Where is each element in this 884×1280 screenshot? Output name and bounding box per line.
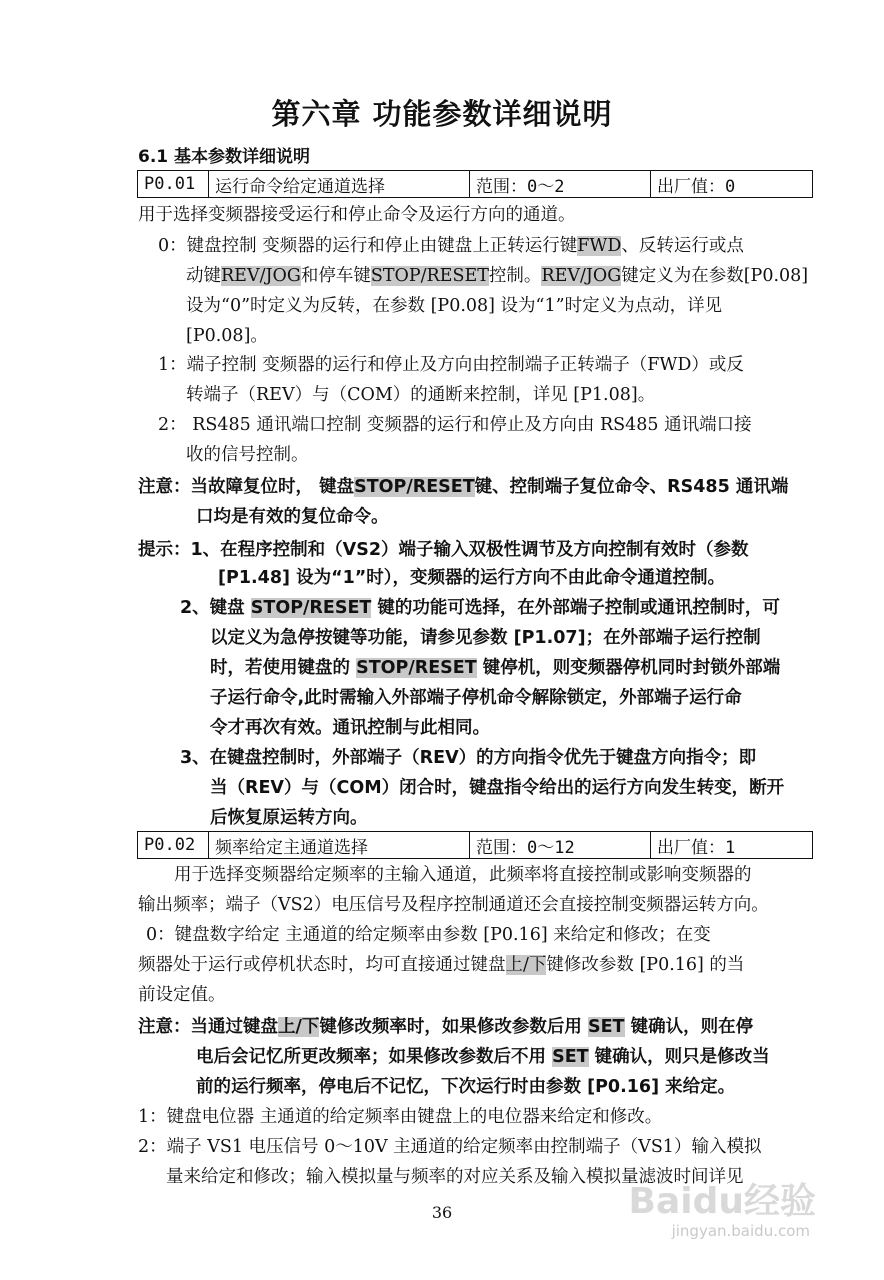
param-name: 运行命令给定通道选择 — [209, 171, 470, 198]
p2opt1-line: 1：键盘电位器 主通道的给定频率由键盘上的电位器来给定和修改。 — [138, 1107, 663, 1127]
param-default: 出厂值：1 — [651, 832, 813, 859]
param-range: 范围：0～12 — [470, 832, 651, 859]
tip1-line1: 提示：1、在程序控制和（VS2）端子输入双极性调节及方向控制有效时（参数 — [138, 540, 749, 560]
param-code: P0.02 — [138, 832, 209, 859]
opt2-line2: 收的信号控制。 — [186, 445, 309, 465]
opt2-line1: 2： RS485 通讯端口控制 变频器的运行和停止及方向由 RS485 通讯端口接 — [158, 415, 752, 435]
param-code: P0.01 — [138, 171, 209, 198]
opt0-line3: 设为“0”时定义为反转，在参数 [P0.08] 设为“1”时定义为点动，详见 — [186, 296, 723, 316]
opt1-line1: 1：端子控制 变频器的运行和停止及方向由控制端子正转端子（FWD）或反 — [158, 355, 744, 375]
opt0-line2: 动键REV/JOG和停车键STOP/RESET控制。REV/JOG键定义为在参数[P0.08] — [186, 266, 809, 286]
note1-line2: 口均是有效的复位命令。 — [196, 507, 389, 527]
tip2-line5: 令才再次有效。通讯控制与此相同。 — [210, 718, 490, 738]
opt0-line1: 0：键盘控制 变频器的运行和停止由键盘上正转运行键FWD、反转运行或点 — [158, 236, 744, 256]
baidu-watermark-url: jingyan.baidu.com — [671, 1222, 810, 1240]
p2opt2-line2: 量来给定和修改；输入模拟量与频率的对应关系及输入模拟量滤波时间详见 — [166, 1167, 744, 1187]
param-name: 频率给定主通道选择 — [209, 832, 470, 859]
p2opt2-line1: 2：端子 VS1 电压信号 0～10V 主通道的给定频率由控制端子（VS1）输入模拟 — [138, 1137, 762, 1157]
tip3-line3: 后恢复原运转方向。 — [210, 808, 368, 828]
baidu-watermark-logo: Baidu经验 — [628, 1181, 816, 1222]
p1-intro: 用于选择变频器接受运行和停止命令及运行方向的通道。 — [138, 205, 576, 225]
chapter-title: 第六章 功能参数详细说明 — [271, 97, 613, 131]
param-range: 范围：0～2 — [470, 171, 651, 198]
note1-line1: 注意：当故障复位时， 键盘STOP/RESET键、控制端子复位命令、RS485 通讯端 — [138, 477, 789, 497]
opt0-line4: [P0.08]。 — [186, 326, 268, 346]
tip2-line3: 时，若使用键盘的 STOP/RESET 键停机，则变频器停机同时封锁外部端 — [210, 658, 781, 678]
p2opt0-line3: 前设定值。 — [138, 985, 226, 1005]
p2opt0-line1: 0：键盘数字给定 主通道的给定频率由参数 [P0.16] 来给定和修改；在变 — [146, 925, 711, 945]
opt1-line2: 转端子（REV）与（COM）的通断来控制，详见 [P1.08]。 — [186, 385, 656, 405]
tip2-line4: 子运行命令,此时需输入外部端子停机命令解除锁定，外部端子运行命 — [210, 688, 742, 708]
tip1-line2: [P1.48] 设为“1”时），变频器的运行方向不由此命令通道控制。 — [218, 568, 726, 588]
tip3-line1: 3、在键盘控制时，外部端子（REV）的方向指令优先于键盘方向指令；即 — [180, 748, 757, 768]
p2-intro-line1: 用于选择变频器给定频率的主输入通道，此频率将直接控制或影响变频器的 — [174, 865, 752, 885]
p2-intro-line2: 输出频率；端子（VS2）电压信号及程序控制通道还会直接控制变频器运转方向。 — [138, 895, 769, 915]
param-default: 出厂值：0 — [651, 171, 813, 198]
note2-line1: 注意：当通过键盘上/下键修改频率时，如果修改参数后用 SET 键确认，则在停 — [138, 1017, 754, 1037]
page-number: 36 — [431, 1203, 453, 1222]
param-table-p0-02 — [137, 831, 813, 859]
p2opt0-line2: 频器处于运行或停机状态时，均可直接通过键盘上/下键修改参数 [P0.16] 的当 — [138, 955, 745, 975]
note2-line2: 电后会记忆所更改频率；如果修改参数后不用 SET 键确认，则只是修改当 — [196, 1047, 770, 1067]
tip2-line2: 以定义为急停按键等功能，请参见参数 [P1.07]；在外部端子运行控制 — [210, 628, 761, 648]
tip2-line1: 2、键盘 STOP/RESET 键的功能可选择，在外部端子控制或通讯控制时，可 — [180, 598, 780, 618]
section-heading: 6.1 基本参数详细说明 — [138, 147, 311, 167]
note2-line3: 前的运行频率，停电后不记忆，下次运行时由参数 [P0.16] 来给定。 — [196, 1077, 736, 1097]
tip3-line2: 当（REV）与（COM）闭合时，键盘指令给出的运行方向发生转变，断开 — [210, 778, 785, 798]
param-table-p0-01 — [137, 170, 813, 198]
